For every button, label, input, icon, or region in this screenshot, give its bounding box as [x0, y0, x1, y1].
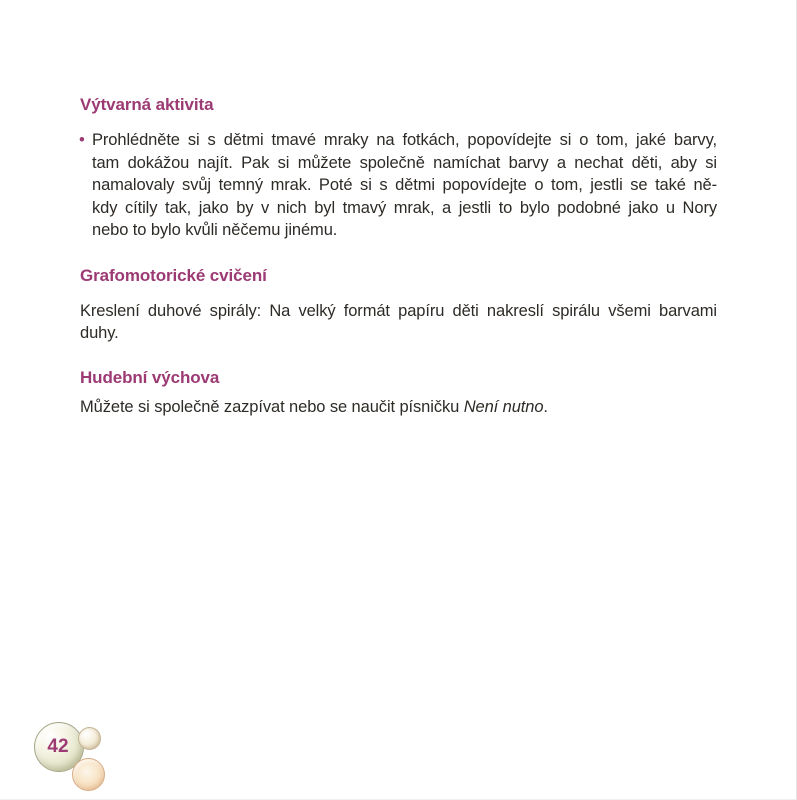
paragraph-lines [80, 300, 717, 345]
paragraph-line [80, 396, 717, 419]
section-heading: Hudební výchova [80, 367, 220, 387]
section-heading: Grafomotorické cvičení [80, 265, 267, 285]
paragraph-line: Kreslení duhové spirály: Na velký formát papíru děti nakreslí spirálu všemi barvami [80, 301, 717, 320]
section-heading: Výtvarná aktivita [80, 95, 214, 114]
section-music-education [80, 368, 717, 419]
pearl-small-decoration [78, 727, 101, 750]
bulleted-paragraph [80, 129, 717, 242]
text-segment: Můžete si společně zazpívat nebo se naučit písničku [80, 397, 464, 416]
paragraph-line: namalovaly svůj temný mrak. Poté si s dětmi popovídejte o tom, jestli se také ně- [92, 176, 717, 194]
paragraph-line: tam dokážou najít. Pak si můžete společně namíchat barvy a nechat děti, aby si [92, 153, 717, 172]
text-segment: . [543, 397, 548, 416]
page-content [80, 95, 717, 418]
song-title-italic: Není nutno [463, 397, 544, 416]
pearl-peach-decoration [72, 758, 105, 791]
paragraph-line: duhy. [80, 324, 119, 342]
paragraph-line: Prohlédněte si s dětmi tmavé mraky na fotkách, popovídejte si o tom, jaké barvy, [92, 131, 717, 149]
paragraph [80, 300, 717, 345]
paragraph-lines [92, 129, 717, 242]
paragraph [80, 396, 717, 419]
page-number: 42 [47, 735, 69, 757]
section-art-activity [80, 95, 717, 242]
section-graphomotor-exercise [80, 266, 717, 345]
paragraph-line: nebo to bylo kvůli něčemu jinému. [92, 221, 338, 239]
paragraph-line: kdy cítily tak, jako by v nich byl tmavý mrak, a jestli to bylo podobné jako u Nory [92, 198, 717, 217]
bullet-marker: • [79, 131, 85, 149]
